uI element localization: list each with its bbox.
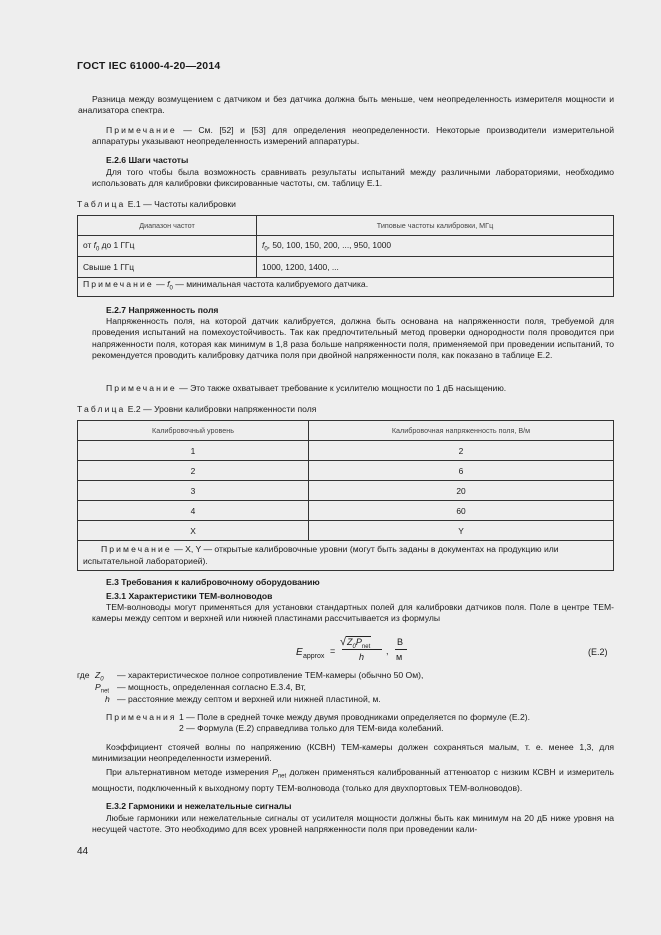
- note-label: Примечание: [106, 125, 177, 135]
- table2-caption: [77, 404, 316, 414]
- table-row: [78, 501, 614, 521]
- def-h-text: — расстояние между септом и верхней или нижней пластиной, м.: [117, 694, 381, 704]
- paragraph-e31-text: ТЕМ-волноводы могут применяться для установки стандартных полей для калибровки датчиков поля. Поле в центре ТЕМ-камеры между септом и верхней или нижней пластинами рассчитывается из формулы: [92, 602, 614, 624]
- table2-header-level: Калибровочный уровень: [78, 421, 309, 441]
- paragraph-e27: [92, 316, 614, 362]
- table1-cell: 1000, 1200, 1400, ...: [257, 257, 614, 278]
- table1-header-frequencies: Типовые частоты калибровки, МГц: [257, 216, 614, 236]
- paragraph-e27-text: Напряженность поля, на которой датчик калибруется, должна быть основана на напряженности поля, требуемой для проведения испытаний на помехоустойчивость. Так как предпочтительный метод проверки однородности поля проводится при напряженности поля, которая как минимум в 1,8 раза больше напряженности поля, применяемой при проведении испытаний, то рекомендуется проводить калибровку датчика поля при двойной напряженности поля, как показано в таблице Е.2.: [92, 316, 614, 361]
- definition-z0: [77, 670, 617, 682]
- table1-cell: Свыше 1 ГГц: [78, 257, 257, 278]
- table1-note: Примечание — $f_0$ — минимальная частота калибруемого датчика.: [78, 278, 614, 297]
- table-row: [78, 257, 614, 278]
- table-calibration-frequencies: [77, 215, 614, 297]
- definition-pnet: [77, 682, 617, 694]
- paragraph-vswr-text: Коэффициент стоячей волны по напряжению (КСВН) ТЕМ-камеры должен сохраняться малым, т. е. менее 1,3, для минимизации неопределенности измерений.: [92, 742, 614, 764]
- table-row: [78, 236, 614, 257]
- formula-denominator: h: [359, 652, 365, 662]
- document-header: ГОСТ IEC 61000-4-20—2014: [77, 60, 221, 72]
- table-label: Таблица: [77, 199, 126, 209]
- note-3-1: [106, 712, 616, 723]
- formula-unit-num: В: [397, 637, 404, 647]
- paragraph-e32: [92, 813, 614, 836]
- table2-cell: 2: [309, 441, 614, 461]
- formula-unit-bar: [395, 649, 407, 650]
- table1-note-row: [78, 278, 614, 297]
- table2-cell: 6: [309, 461, 614, 481]
- notes-label: Примечания: [106, 712, 177, 722]
- formula-unit-den: м: [396, 652, 403, 662]
- paragraph-e26: [92, 167, 614, 190]
- table2-header-strength: Калибровочная напряженность поля, В/м: [309, 421, 614, 441]
- formula-numerator: $√Z_0P_{net}$: [340, 636, 371, 650]
- table1-header-range: Диапазон частот: [78, 216, 257, 236]
- table2-note-text: — X, Y — открытые калибровочные уровни (могут быть заданы в документах на продукцию или испытательной лабораторией).: [83, 544, 559, 566]
- table-field-strength-levels: [77, 420, 614, 571]
- note-3-2-text: 2 — Формула (Е.2) справедлива только для ТЕМ-вида колебаний.: [179, 723, 444, 734]
- note-1-text: — См. [52] и [53] для определения неопределенности. Некоторые производители измерительной аппаратуры указывают неопределенность измерений аппаратуры.: [92, 125, 615, 147]
- where-label: где: [77, 670, 90, 680]
- table-label: Таблица: [77, 404, 126, 414]
- table2-cell: Y: [309, 521, 614, 541]
- table2-cell: 60: [309, 501, 614, 521]
- formula-eq: =: [330, 646, 336, 656]
- definition-h: [77, 694, 617, 706]
- section-e3-heading: E.3 Требования к калибровочному оборудованию: [106, 577, 320, 587]
- section-e26-heading: E.2.6 Шаги частоты: [106, 155, 189, 165]
- formula-number: (Е.2): [588, 647, 608, 657]
- table-row: [78, 461, 614, 481]
- table1-cell: $f_0$, 50, 100, 150, 200, ..., 950, 1000: [257, 236, 614, 257]
- table2-cell: 1: [78, 441, 309, 461]
- page-number: 44: [77, 846, 89, 857]
- table1-cell: от $f_0$ до 1 ГГц: [78, 236, 257, 257]
- paragraph-intro: [78, 94, 614, 117]
- section-e31-heading: E.3.1 Характеристики ТЕМ-волноводов: [106, 591, 273, 601]
- table-row: [78, 521, 614, 541]
- table2-cell: 2: [78, 461, 309, 481]
- paragraph-vswr: [92, 742, 614, 765]
- def-z0-text: — характеристическое полное сопротивление ТЕМ-камеры (обычно 50 Ом),: [117, 670, 424, 680]
- table-row: [78, 481, 614, 501]
- formula-fraction-bar: [342, 649, 382, 650]
- formula-e2: [296, 636, 436, 666]
- paragraph-alt-text: При альтернативном методе измерения $P_{net}$ должен применяться калиброванный аттенюатор с низким КСВН и измеритель мощности, подключенный к выходному порту ТЕМ-волновода (только для двухпортовых ТЕМ-волноводов).: [92, 767, 614, 794]
- formula-lhs-sub: approx: [303, 653, 325, 660]
- formula-lhs: E: [296, 647, 303, 658]
- note-2: [106, 383, 614, 394]
- section-e32-heading: E.3.2 Гармоники и нежелательные сигналы: [106, 801, 292, 811]
- table2-note-row: [78, 541, 614, 571]
- table1-caption: [77, 199, 236, 209]
- notes-3: [106, 712, 616, 735]
- table2-cell: 20: [309, 481, 614, 501]
- table2-caption-text: Е.2 — Уровни калибровки напряженности поля: [127, 404, 317, 414]
- formula-comma: ,: [386, 646, 389, 656]
- table2-cell: 3: [78, 481, 309, 501]
- note-1: [92, 125, 614, 148]
- note-2-text: — Это также охватывает требование к усилителю мощности по 1 дБ насыщению.: [179, 383, 507, 393]
- table1-caption-text: Е.1 — Частоты калибровки: [127, 199, 236, 209]
- def-h-symbol: h: [105, 694, 110, 704]
- table-row: [78, 441, 614, 461]
- definitions: [77, 670, 617, 706]
- def-pnet-symbol: $P_{net}$: [95, 682, 110, 695]
- note-label: Примечание: [101, 544, 172, 555]
- note-3-1-text: 1 — Поле в средней точке между двумя проводниками определяется по формуле (Е.2).: [179, 712, 531, 722]
- paragraph-e31: [92, 602, 614, 625]
- table2-note: [78, 541, 614, 571]
- paragraph-e26-text: Для того чтобы была возможность сравнивать результаты испытаний между различными лабораториями, необходимо использовать для калибровки фиксированные частоты, см. таблицу Е.1.: [92, 167, 614, 189]
- paragraph-alt: [92, 767, 614, 795]
- note-label: Примечание: [106, 383, 177, 393]
- def-z0-symbol: $Z_0$: [95, 670, 104, 683]
- note-3-2: [106, 723, 616, 734]
- table2-cell: 4: [78, 501, 309, 521]
- table2-cell: X: [78, 521, 309, 541]
- paragraph-e32-text: Любые гармоники или нежелательные сигналы от усилителя мощности должны быть как минимум на 20 дБ ниже уровня на несущей частоте. Это необходимо для всех уровней напряженности поля при проведении кали-: [92, 813, 614, 835]
- paragraph-intro-text: Разница между возмущением с датчиком и без датчика должна быть меньше, чем неопределенность измерителя мощности и анализатора спектра.: [78, 94, 614, 116]
- section-e27-heading: E.2.7 Напряженность поля: [106, 305, 219, 315]
- def-pnet-text: — мощность, определенная согласно Е.3.4, Вт,: [117, 682, 306, 692]
- note-label: Примечание: [83, 278, 154, 289]
